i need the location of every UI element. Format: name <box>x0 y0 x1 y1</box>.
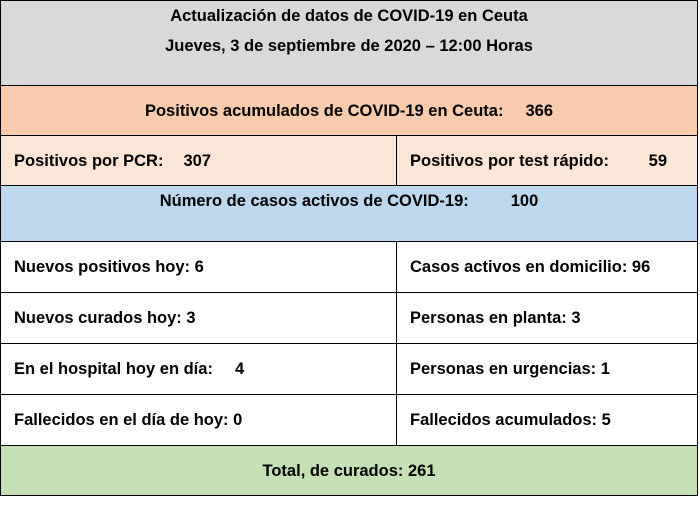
hospital-today-cell <box>1 344 397 394</box>
hospital-label: En el hospital hoy en día: <box>14 360 213 378</box>
active-value: 100 <box>510 192 539 210</box>
stats-row-3 <box>0 343 698 395</box>
hospital-value: 4 <box>234 360 245 378</box>
report-header <box>0 0 698 86</box>
pcr-label: Positivos por PCR: <box>14 152 164 170</box>
report-title: Actualización de datos de COVID-19 en Ceuta <box>170 7 528 25</box>
accumulated-value: 366 <box>525 102 554 120</box>
stats-row-4 <box>0 394 698 446</box>
ward-patients-cell: Personas en planta: 3 <box>410 309 581 327</box>
new-positives-cell: Nuevos positivos hoy: 6 <box>1 242 397 292</box>
positives-breakdown-row <box>0 135 698 186</box>
deaths-accumulated-cell: Fallecidos acumulados: 5 <box>410 411 611 429</box>
rapid-label: Positivos por test rápido: <box>410 152 609 170</box>
active-label: Número de casos activos de COVID-19: <box>159 192 469 210</box>
rapid-value: 59 <box>648 152 667 170</box>
report-date: Jueves, 3 de septiembre de 2020 – 12:00 Horas <box>165 37 533 55</box>
pcr-value: 307 <box>183 152 211 170</box>
deaths-today-cell: Fallecidos en el día de hoy: 0 <box>1 395 397 445</box>
new-cured-cell: Nuevos curados hoy: 3 <box>1 293 397 343</box>
active-cases-row <box>0 185 698 242</box>
rapid-test-cell <box>397 136 697 185</box>
accumulated-positives-row <box>0 85 698 136</box>
total-cured-row: Total, de curados: 261 <box>0 445 698 496</box>
stats-row-2 <box>0 292 698 344</box>
home-active-cell: Casos activos en domicilio: 96 <box>410 258 651 276</box>
accumulated-label: Positivos acumulados de COVID-19 en Ceuta: <box>144 102 504 120</box>
pcr-cell <box>1 136 397 185</box>
emergency-patients-cell: Personas en urgencias: 1 <box>410 360 610 378</box>
stats-row-1 <box>0 241 698 293</box>
